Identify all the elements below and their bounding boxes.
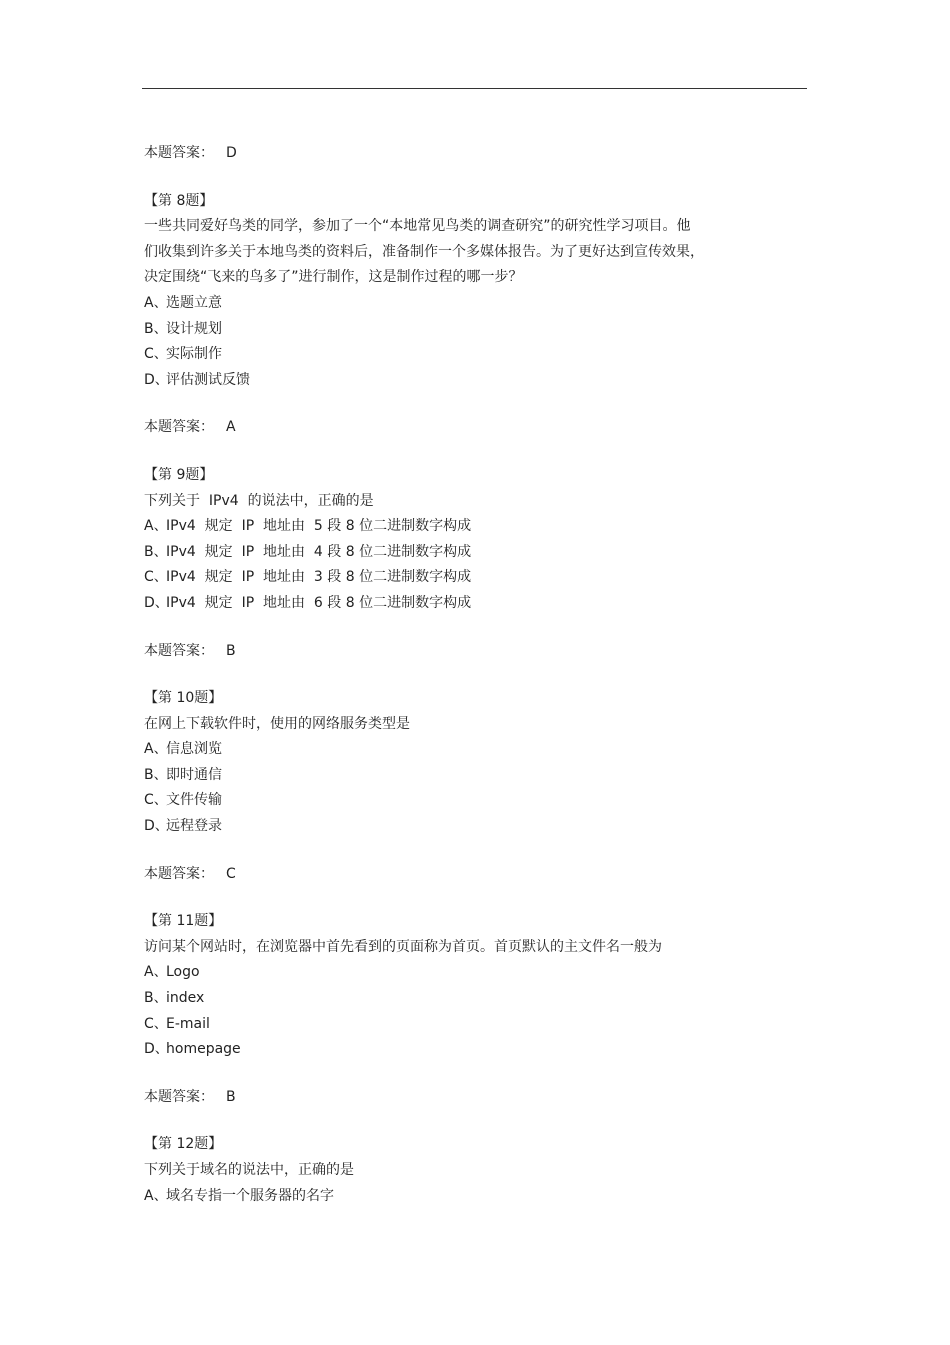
option-d: D、远程登录 <box>144 818 222 835</box>
answer-line: 本题答案： B <box>144 642 236 659</box>
option-b: B、即时通信 <box>144 766 222 783</box>
answer-line-q7 <box>144 141 764 167</box>
option-b: B、设计规划 <box>144 320 222 337</box>
question-stem: 下列关于域名的说法中，正确的是 <box>144 1162 354 1178</box>
option-b: B、IPv4 规定 IP 地址由 4 段 8 位二进制数字构成 <box>144 543 472 560</box>
question-title: 【第 11题】 <box>144 913 223 930</box>
header-rule <box>142 88 807 89</box>
question-stem: 们收集到许多关于本地鸟类的资料后，准备制作一个多媒体报告。为了更好达到宣传效果， <box>144 243 704 260</box>
option-a: A、Logo <box>144 964 200 981</box>
option-c: C、文件传输 <box>144 792 222 809</box>
question-title: 【第 9题】 <box>144 466 214 483</box>
option-d: D、homepage <box>144 1041 241 1058</box>
question-8 <box>144 189 764 463</box>
question-stem: 决定围绕“飞来的鸟多了”进行制作，这是制作过程的哪一步？ <box>144 269 523 286</box>
answer-label: 本题答案： <box>144 145 214 161</box>
option-a: A、IPv4 规定 IP 地址由 5 段 8 位二进制数字构成 <box>144 518 472 535</box>
question-title: 【第 10题】 <box>144 690 223 707</box>
option-a: A、信息浏览 <box>144 741 222 758</box>
answer-line: 本题答案： C <box>144 865 236 882</box>
option-c: C、E-mail <box>144 1015 210 1032</box>
option-c: C、IPv4 规定 IP 地址由 3 段 8 位二进制数字构成 <box>144 569 472 586</box>
question-stem: 下列关于 IPv4 的说法中，正确的是 <box>144 492 374 509</box>
option-d: D、IPv4 规定 IP 地址由 6 段 8 位二进制数字构成 <box>144 594 472 611</box>
question-stem: 在网上下载软件时，使用的网络服务类型是 <box>144 715 410 732</box>
question-list <box>144 141 764 1209</box>
question-stem: 一些共同爱好鸟类的同学，参加了一个“本地常见鸟类的调查研究”的研究性学习项目。他 <box>144 218 691 235</box>
option-c: C、实际制作 <box>144 346 222 363</box>
answer-line: 本题答案： B <box>144 1088 236 1105</box>
question-9 <box>144 463 764 686</box>
question-title: 【第 8题】 <box>144 192 214 209</box>
option-d: D、评估测试反馈 <box>144 371 250 388</box>
option-a: A、选题立意 <box>144 294 222 311</box>
question-12 <box>144 1132 764 1209</box>
question-11 <box>144 909 764 1132</box>
question-10 <box>144 686 764 909</box>
question-stem: 访问某个网站时，在浏览器中首先看到的页面称为首页。首页默认的主文件名一般为 <box>144 938 662 955</box>
question-title: 【第 12题】 <box>144 1136 223 1153</box>
answer-line: 本题答案： A <box>144 419 236 436</box>
answer-value: D <box>226 145 237 161</box>
option-a: A、域名专指一个服务器的名字 <box>144 1187 334 1204</box>
option-b: B、index <box>144 990 205 1007</box>
